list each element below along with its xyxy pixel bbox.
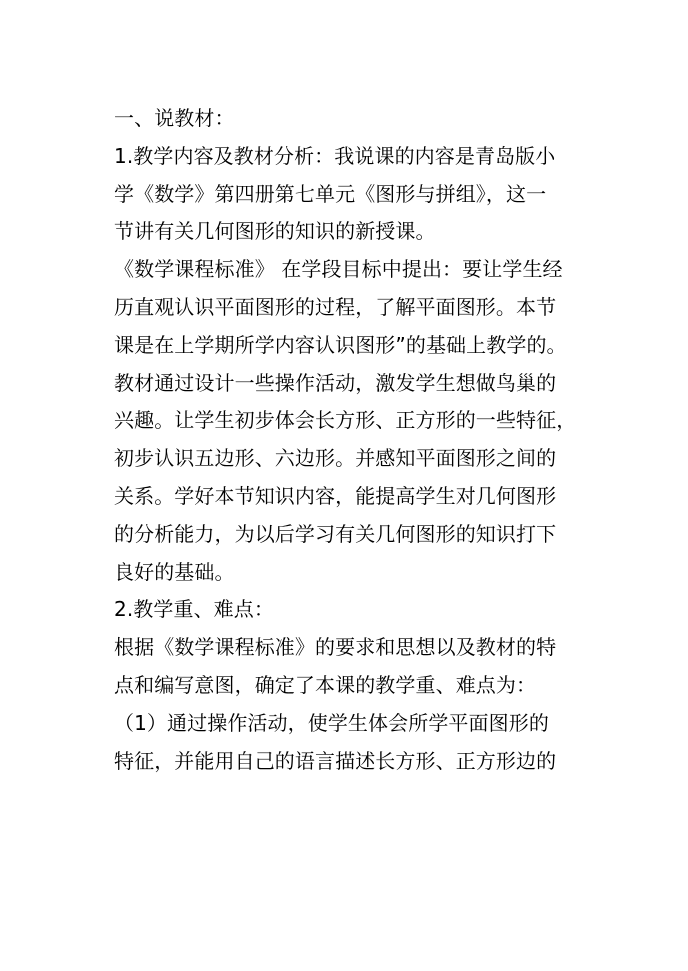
- section-heading-key-points: 2.教学重、难点：: [114, 597, 274, 622]
- section-heading-teaching-material: 一、说教材：: [114, 106, 235, 130]
- paragraph-line: 1.教学内容及教材分析：我说课的内容是青岛版小: [114, 143, 556, 168]
- paragraph-line: 课是在上学期所学内容认识图形”的基础上教学的。: [114, 332, 567, 357]
- paragraph-line: 节讲有关几何图形的知识的新授课。: [114, 219, 436, 244]
- paragraph-line: 关系。学好本节知识内容，能提高学生对几何图形: [114, 483, 557, 508]
- paragraph-line: 良好的基础。: [114, 559, 235, 584]
- paragraph-line: 点和编写意图，确定了本课的教学重、难点为：: [114, 672, 537, 697]
- paragraph-line: 兴趣。让学生初步体会长方形、正方形的一些特征，: [114, 408, 577, 433]
- document-body: [114, 100, 584, 780]
- paragraph-line: 《数学课程标准》 在学段目标中提出：要让学生经: [114, 257, 563, 282]
- paragraph-line: （1）通过操作活动，使学生体会所学平面图形的: [114, 710, 549, 735]
- paragraph-line: 初步认识五边形、六边形。并感知平面图形之间的: [114, 446, 557, 471]
- paragraph-line: 学《数学》第四册第七单元《图形与拼组》，这一: [114, 181, 547, 206]
- paragraph-line: 根据《数学课程标准》的要求和思想以及教材的特: [114, 635, 557, 660]
- paragraph-line: 教材通过设计一些操作活动，激发学生想做鸟巢的: [114, 370, 557, 395]
- paragraph-line: 特征，并能用自己的语言描述长方形、正方形边的: [114, 748, 557, 773]
- paragraph-line: 的分析能力，为以后学习有关几何图形的知识打下: [114, 521, 557, 546]
- paragraph-line: 历直观认识平面图形的过程，了解平面图形。本节: [114, 294, 557, 319]
